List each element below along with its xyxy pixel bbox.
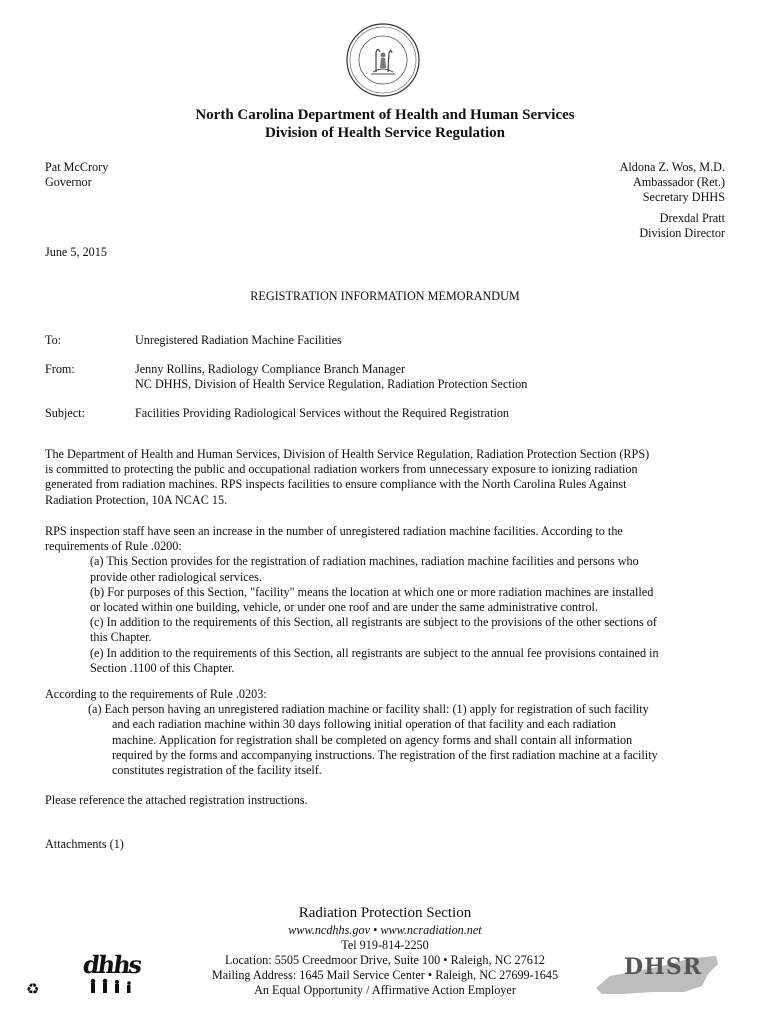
memo-title: REGISTRATION INFORMATION MEMORANDUM [250, 289, 520, 303]
secretary-name: Aldona Z. Wos, M.D. [619, 160, 725, 174]
to-value: Unregistered Radiation Machine Facilities [135, 333, 342, 347]
rule-line: this Chapter. [90, 630, 152, 645]
subject-label: Subject: [45, 406, 85, 420]
from-line: Jenny Rollins, Radiology Compliance Branch Manager [135, 362, 406, 376]
rule-line: (c) In addition to the requirements of this Section, all registrants are subject to the provisions of the other sections of [90, 615, 657, 630]
rule-line: constitutes registration of the facility itself. [112, 763, 322, 778]
recycle-icon: ♻ [26, 980, 40, 998]
attachments-note: Attachments (1) [45, 837, 124, 851]
rule-line: (e) In addition to the requirements of this Section, all registrants are subject to the annual fee provisions contained in [90, 645, 659, 660]
state-seal [345, 22, 421, 98]
rule-line: and each radiation machine within 30 days following initial operation of that facility and each radiation [112, 717, 616, 732]
text-line: requirements of Rule .0200: [45, 539, 182, 554]
governor-title: Governor [45, 175, 92, 190]
text-line: According to the requirements of Rule .0203: [45, 687, 267, 701]
subject-value: Facilities Providing Radiological Services without the Required Registration [135, 406, 510, 420]
dhhs-figures-icon [83, 978, 153, 994]
from-value [135, 362, 527, 392]
dhhs-logo-text: dhhs [81, 950, 143, 979]
memo-date: June 5, 2015 [45, 245, 107, 259]
rule-line: or located within one building, vehicle, or under one roof and are under the same administrative control. [90, 600, 598, 615]
rule-line: Section .1100 of this Chapter. [90, 660, 235, 675]
footer-websites: www.ncdhhs.gov • www.ncradiation.net [288, 923, 482, 937]
text-line: is committed to protecting the public and occupational radiation workers from unnecessary exposure to ionizing radiation [45, 462, 638, 477]
footer-location: Location: 5505 Creedmoor Drive, Suite 100 • Raleigh, NC 27612 [224, 953, 546, 967]
director-name: Drexdal Pratt [659, 210, 725, 225]
from-label: From: [45, 362, 75, 376]
text-line: generated from radiation machines. RPS inspects facilities to ensure compliance with the North Carolina Rules Against [45, 477, 627, 492]
footer-section-name: Radiation Protection Section [298, 905, 472, 921]
to-label: To: [45, 333, 62, 347]
rule-line: (a) Each person having an unregistered radiation machine or facility shall: (1) apply for registration of such facility [88, 702, 649, 717]
footer-mailing-address: Mailing Address: 1645 Mail Service Center • Raleigh, NC 27699-1645 [211, 968, 559, 982]
text-line: Radiation Protection, 10A NCAC 15. [45, 492, 228, 507]
secretary-block [620, 160, 725, 241]
rule-0203-paragraph [45, 687, 658, 778]
director-title: Division Director [639, 225, 725, 240]
rule-line: (a) This Section provides for the registration of radiation machines, radiation machine facilities and persons who [90, 554, 639, 569]
from-line: NC DHHS, Division of Health Service Regulation, Radiation Protection Section [135, 377, 528, 392]
secretary-title: Ambassador (Ret.) [632, 175, 725, 190]
reference-note: Please reference the attached registration instructions. [45, 793, 308, 807]
text-line: RPS inspection staff have seen an increase in the number of unregistered radiation machine facilities. According to the [45, 524, 623, 538]
rule-line: (b) For purposes of this Section, "facility" means the location at which one or more radiation machines are installed [90, 584, 654, 599]
dhsr-logo [592, 946, 722, 998]
dhhs-logo [83, 952, 153, 996]
rule-0200-paragraph [45, 524, 659, 676]
governor-block [45, 160, 108, 190]
secretary-role: Secretary DHHS [642, 190, 725, 205]
rule-line: required by the forms and accompanying instructions. The registration of the first radiation machine at a facility [112, 747, 658, 762]
rule-line: machine. Application for registration shall be completed on agency forms and shall contain all information [112, 732, 633, 747]
rule-line: provide other radiological services. [90, 569, 262, 584]
intro-paragraph [45, 447, 649, 508]
text-line: The Department of Health and Human Services, Division of Health Service Regulation, Radiation Protection Section (RPS) [45, 447, 650, 461]
footer-telephone: Tel 919-814-2250 [341, 938, 429, 952]
governor-name: Pat McCrory [45, 160, 109, 174]
division-name: Division of Health Service Regulation [265, 125, 505, 141]
dhsr-logo-text: DHSR [624, 954, 703, 980]
footer-eeo-statement: An Equal Opportunity / Affirmative Action Employer [254, 983, 516, 997]
department-name: North Carolina Department of Health and Human Services [195, 107, 575, 123]
